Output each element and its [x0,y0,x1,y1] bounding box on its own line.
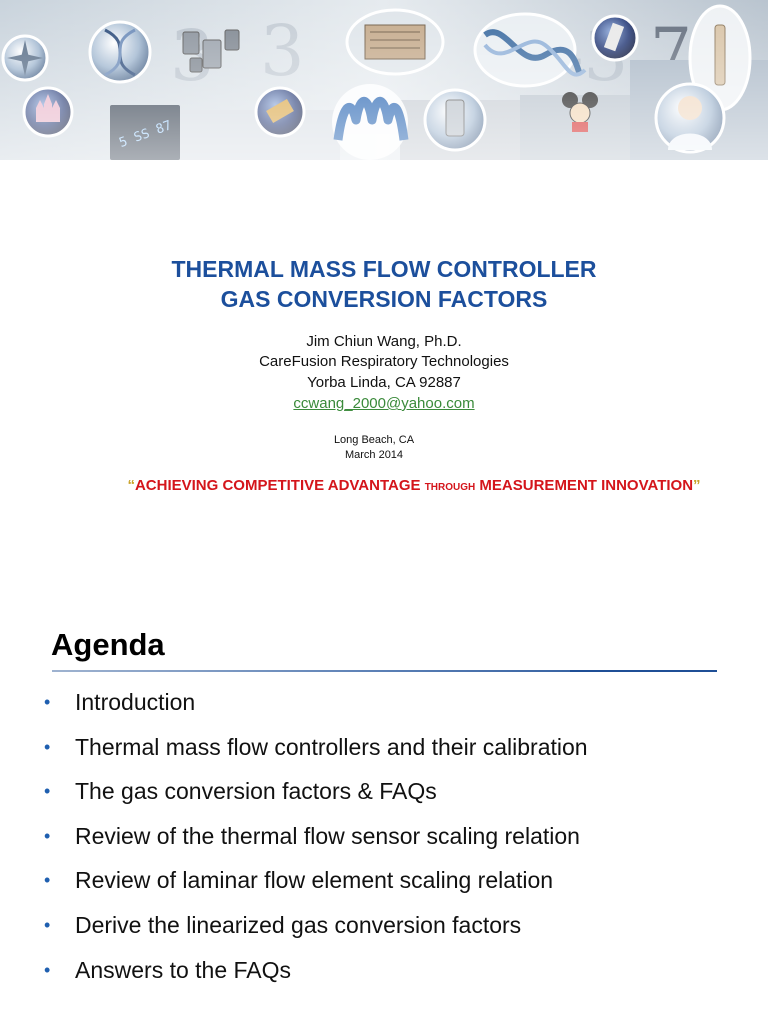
slogan-open-quote: “ [127,477,135,494]
agenda-item-label: Answers to the FAQs [75,956,292,983]
author-email-line [0,393,768,414]
bullet-icon: • [44,825,51,846]
event-location: Long Beach, CA [333,434,415,446]
bullet-icon: • [44,692,51,712]
title-divider-accent [570,670,717,672]
agenda-item-label: Review of laminar flow element scaling relation [75,867,554,894]
bullet-icon: • [44,781,51,802]
agenda-item [0,865,768,910]
agenda-item [0,776,768,821]
agenda-item [0,955,768,1000]
agenda-slide [0,600,768,1024]
agenda-item-label: The gas conversion factors & FAQs [75,778,437,805]
author-organization: CareFusion Respiratory Technologies [259,353,509,370]
agenda-item-label: Thermal mass flow controllers and their calibration [75,733,588,760]
banner-collage [0,0,768,160]
author-name: Jim Chiun Wang, Ph.D. [306,333,462,350]
bullet-icon: • [44,914,51,935]
slogan-part-2: THROUGH [424,482,476,493]
agenda-item-label: Introduction [75,689,196,715]
author-email-link[interactable]: ccwang_2000@yahoo.com [293,395,475,412]
agenda-item [0,910,768,955]
agenda-item [0,687,768,732]
bullet-icon: • [44,959,51,980]
presentation-title-line-1: THERMAL MASS FLOW CONTROLLER [171,256,597,282]
slogan-part-3: MEASUREMENT INNOVATION [475,477,694,494]
agenda-item [0,732,768,777]
bullet-icon: • [44,736,51,757]
bullet-icon: • [44,870,51,891]
slogan [0,476,768,498]
agenda-list [0,687,768,999]
header-banner [0,0,768,160]
presentation-title-line-2: GAS CONVERSION FACTORS [220,286,548,312]
agenda-title: Agenda [51,627,165,662]
agenda-item-label: Derive the linearized gas conversion factors [75,911,522,938]
slogan-close-quote: ” [693,477,701,494]
slogan-part-1: ACHIEVING COMPETITIVE ADVANTAGE [134,477,425,494]
agenda-item-label: Review of the thermal flow sensor scaling relation [75,822,580,849]
event-date: March 2014 [344,449,404,461]
agenda-item [0,821,768,866]
author-address: Yorba Linda, CA 92887 [307,374,461,391]
